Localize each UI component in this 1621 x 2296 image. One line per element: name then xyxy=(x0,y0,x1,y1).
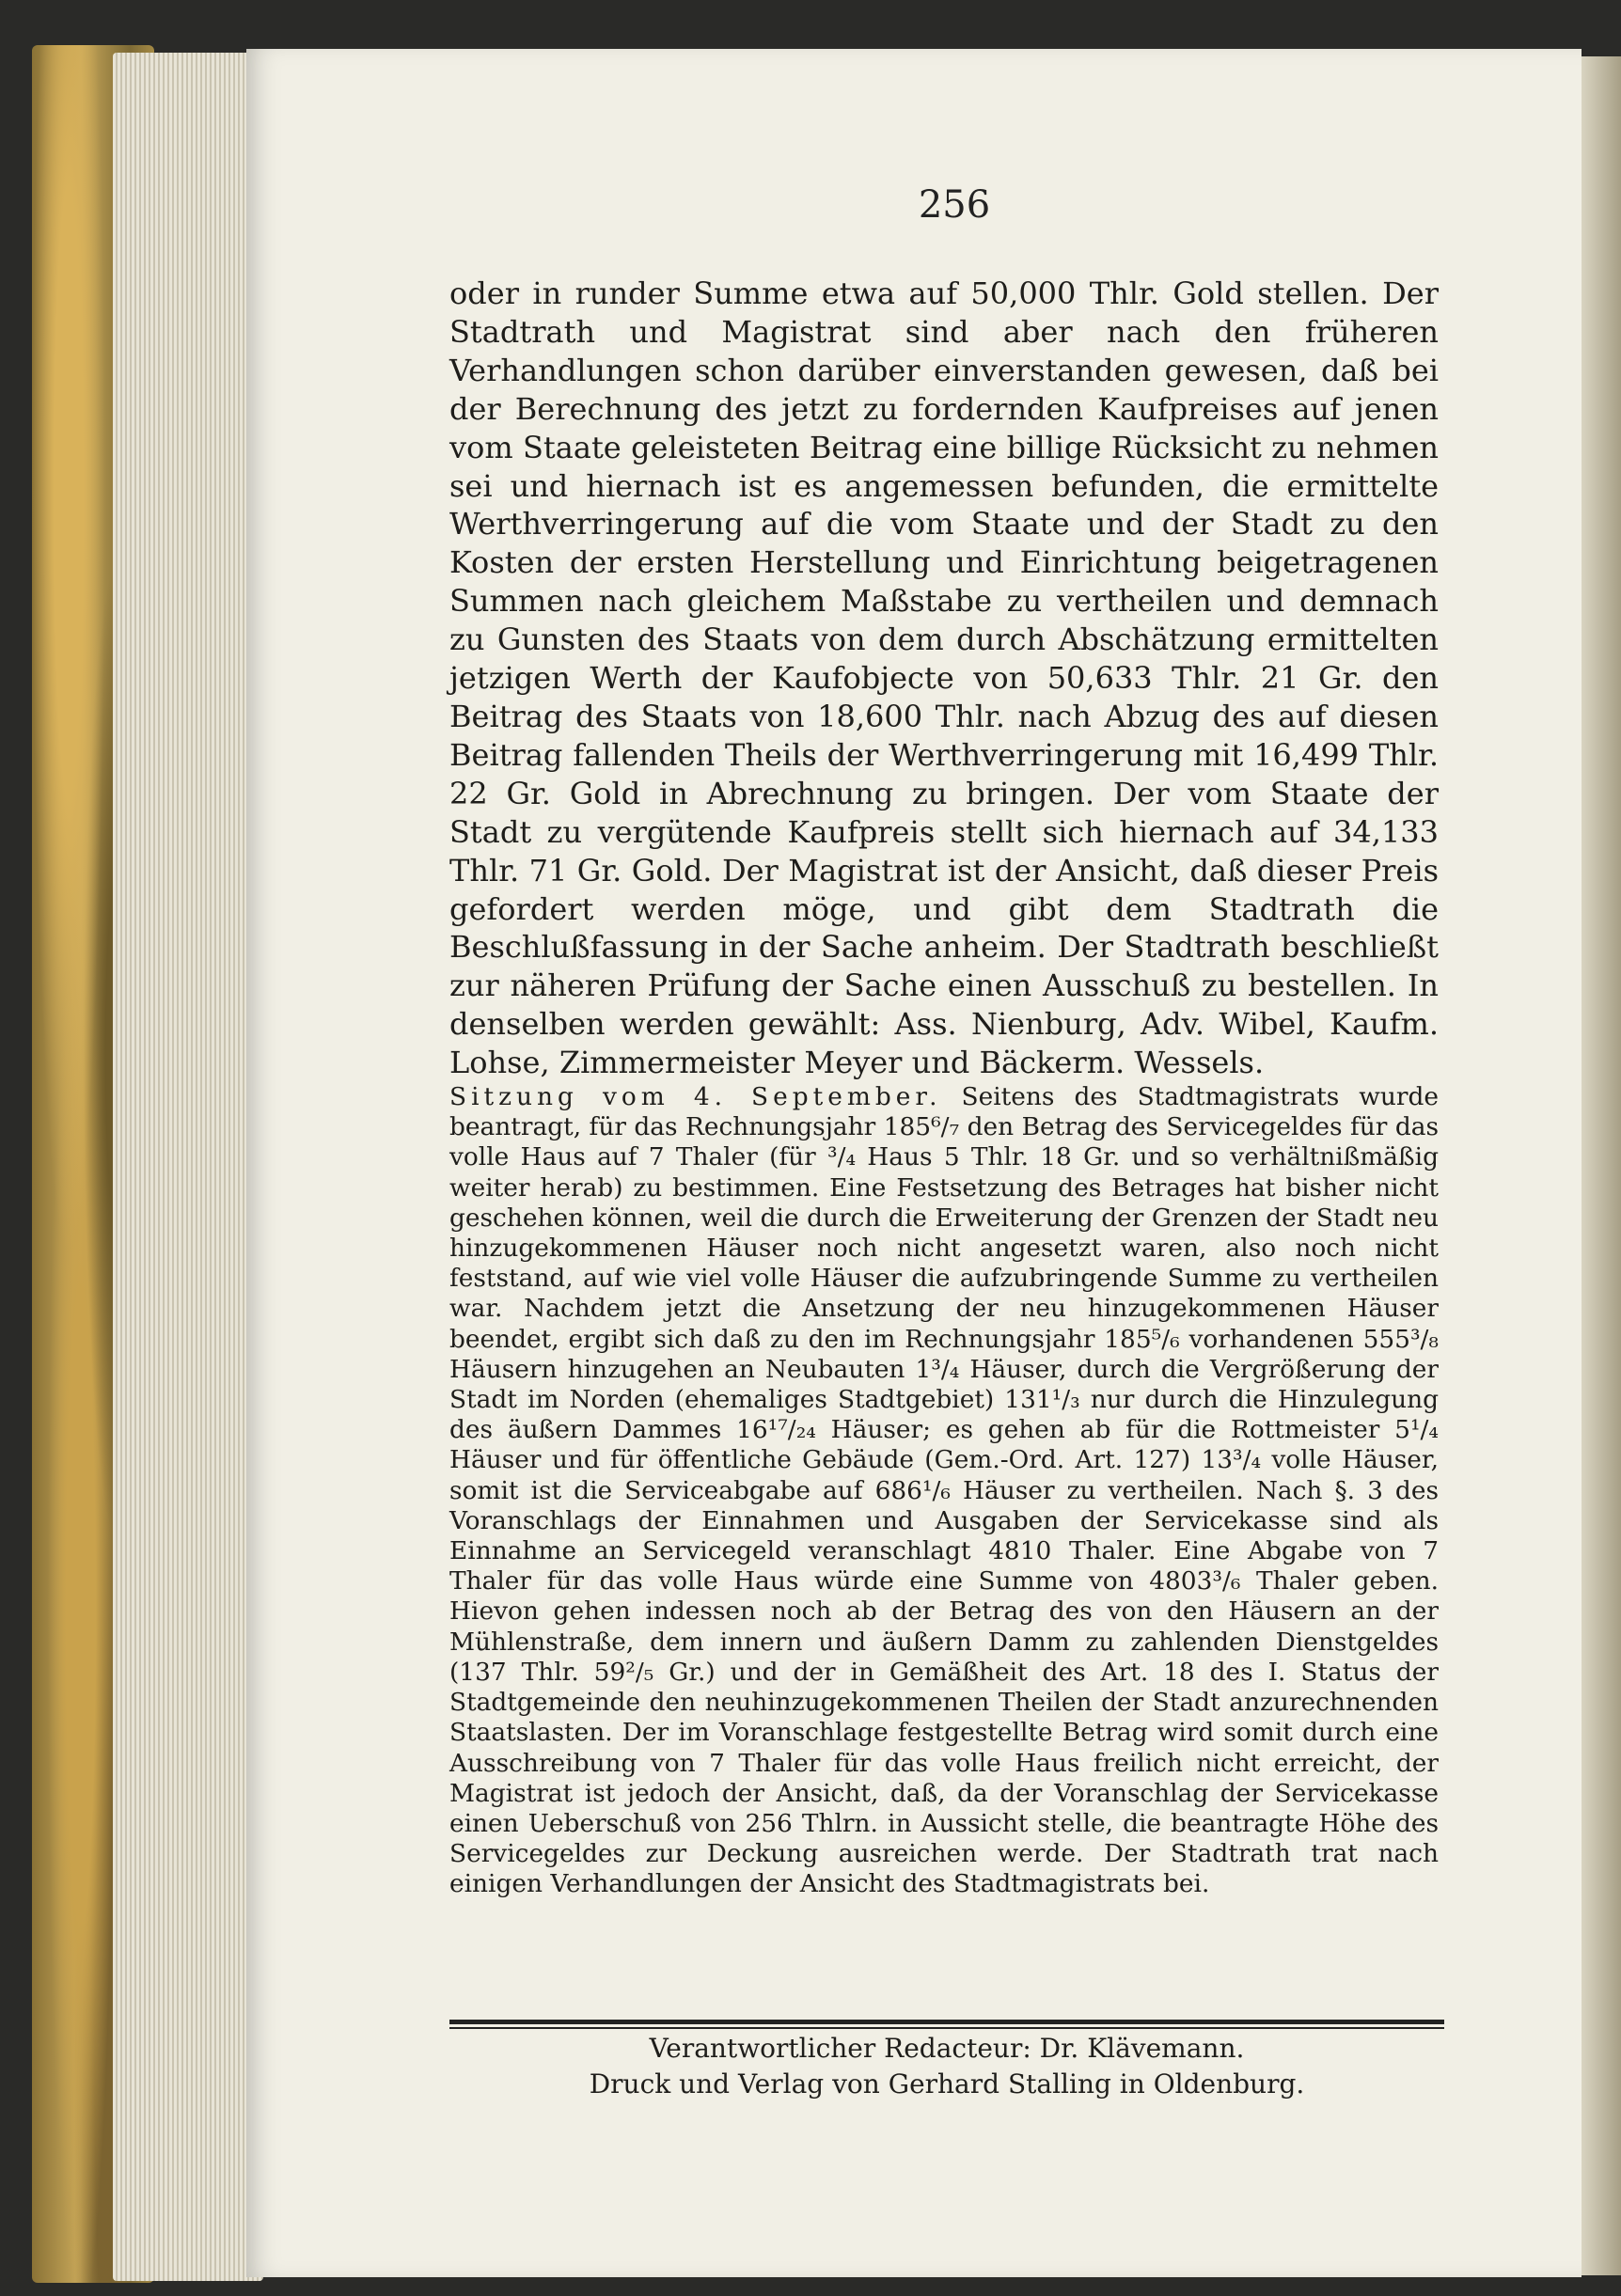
session-heading: Sitzung vom 4. September. xyxy=(449,1082,942,1112)
page-stack-edges xyxy=(113,53,263,2281)
paragraph-council-purchase: oder in runder Summe etwa auf 50,000 Thlr. Gold stellen. Der Stadtrath und Magistrat sind aber nach den früheren Verhandlungen schon darüber einverstanden gewesen, daß bei der Berechnung des jetzt zu fordernden Kaufpreises auf jenen vom Staate geleisteten Beitrag eine billige Rücksicht zu nehmen sei und hiernach ist es angemessen befunden, die ermittelte Werthverringerung auf die vom Staate und der Stadt zu den Kosten der ersten Herstellung und Einrichtung beigetragenen Summen nach gleichem Maßstabe zu vertheilen und demnach zu Gunsten des Staats von dem durch Abschätzung ermittelten jetzigen Werth der Kaufobjecte von 50,633 Thlr. 21 Gr. den Beitrag des Staats von 18,600 Thlr. nach Abzug des auf diesen Beitrag fallenden Theils der Werthverringerung mit 16,499 Thlr. 22 Gr. Gold in Abrechnung zu bringen. Der vom Staate der Stadt zu vergütende Kaufpreis stellt sich hiernach auf 34,133 Thlr. 71 Gr. Gold. Der Magistrat ist der Ansicht, daß dieser Preis gefordert werden möge, und gibt dem Stadtrath die Beschlußfassung in der Sache anheim. Der Stadtrath beschließt zur näheren Prüfung der Sache einen Ausschuß zu bestellen. In denselben werden gewählt: Ass. Nienburg, Adv. Wibel, Kaufm. Lohse, Zimmermeister Meyer und Bäckerm. Wessels. xyxy=(449,275,1439,1081)
imprint xyxy=(449,2031,1444,2102)
paragraph-session xyxy=(449,1082,1439,1899)
footer-rule xyxy=(449,2020,1444,2029)
facing-page-edge xyxy=(1582,56,1621,2275)
session-body: Seitens des Stadtmagistrats wurde beantragt, für das Rechnungsjahr 185⁶/₇ den Betrag des Servicegeldes für das volle Haus auf 7 Thaler (für ³/₄ Haus 5 Thlr. 18 Gr. und so verhältnißmäßig weiter herab) zu bestimmen. Eine Festsetzung des Betrages hat bisher nicht geschehen können, weil die durch die Erweiterung der Grenzen der Stadt neu hinzugekommenen Häuser noch nicht angesetzt waren, also noch nicht feststand, auf wie viel volle Häuser die aufzubringende Summe zu vertheilen war. Nachdem jetzt die Ansetzung der neu hinzugekommenen Häuser beendet, ergibt sich daß zu den im Rechnungsjahr 185⁵/₆ vorhandenen 555³/₈ Häusern hinzugehen an Neubauten 1³/₄ Häuser, durch die Vergrößerung der Stadt im Norden (ehemaliges Stadtgebiet) 131¹/₃ nur durch die Hinzulegung des äußern Dammes 16¹⁷/₂₄ Häuser; es gehen ab für die Rottmeister 5¹/₄ Häuser und für öffentliche Gebäude (Gem.-Ord. Art. 127) 13³/₄ volle Häuser, somit ist die Serviceabgabe auf 686¹/₆ Häuser zu vertheilen. Nach §. 3 des Voranschlags der Einnahmen und Ausgaben der Servicekasse sind als Einnahme an Servicegeld veranschlagt 4810 Thaler. Eine Abgabe von 7 Thaler für das volle Haus würde eine Summe von 4803³/₆ Thaler geben. Hievon gehen indessen noch ab der Betrag des von den Häusern an der Mühlenstraße, dem innern und äußern Damm zu zahlenden Dienstgeldes (137 Thlr. 59²/₅ Gr.) und der in Gemäßheit des Art. 18 des I. Status der Stadtgemeinde den neuhinzugekommenen Theilen der Stadt anzurechnenden Staatslasten. Der im Voranschlage festgestellte Betrag wird somit durch eine Ausschreibung von 7 Thaler für das volle Haus freilich nicht erreicht, der Magistrat ist jedoch der Ansicht, daß, da der Voranschlag der Servicekasse einen Ueberschuß von 256 Thlrn. in Aussicht stelle, die beantragte Höhe des Servicegeldes zur Deckung ausreichen werde. Der Stadtrath trat nach einigen Verhandlungen der Ansicht des Stadtmagistrats bei. xyxy=(449,1082,1439,1899)
page-body xyxy=(449,275,1439,1900)
publisher-line: Druck und Verlag von Gerhard Stalling in Oldenburg. xyxy=(589,2068,1305,2099)
editor-line: Verantwortlicher Redacteur: Dr. Klävemann. xyxy=(649,2033,1245,2064)
page-number: 256 xyxy=(918,183,991,227)
